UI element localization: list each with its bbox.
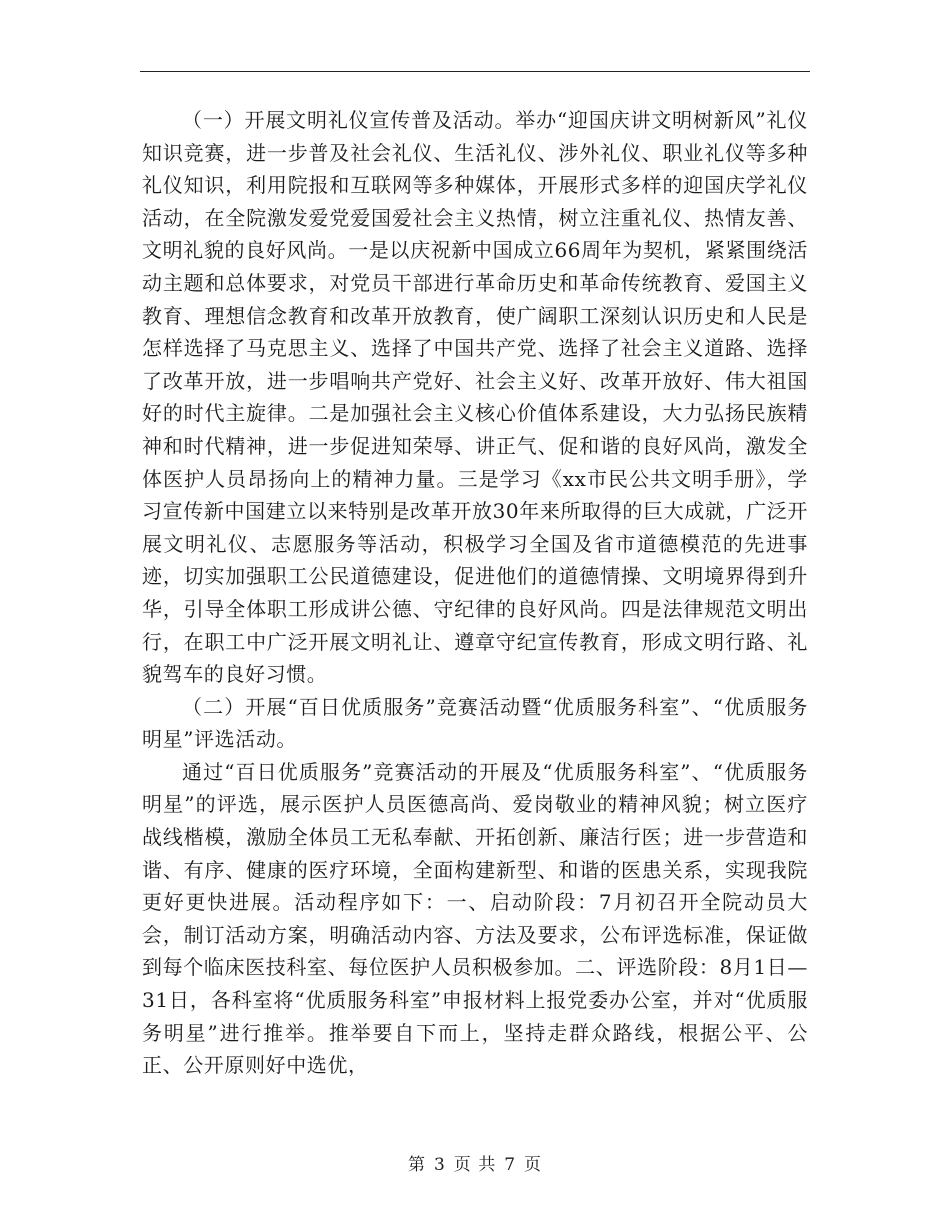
paragraph-service-competition-body: 通过“百日优质服务”竞赛活动的开展及“优质服务科室”、“优质服务明星”的评选，展示医护人员医德高尚、爱岗敬业的精神风貌；树立医疗战线楷模，激励全体员工无私奉献、开拓创新、廉洁行医；进一步营造和谐、有序、健康的医疗环境，全面构建新型、和谐的医患关系，实现我院更好更快进展。活动程序如下：一、启动阶段：7月初召开全院动员大会，制订活动方案，明确活动内容、方法及要求，公布评选标准，保证做到每个临床医技科室、每位医护人员积极参加。二、评选阶段：8月1日—31日，各科室将“优质服务科室”申报材料上报党委办公室，并对“优质服务明星”进行推举。推举要自下而上，坚持走群众路线，根据公平、公正、公开原则好中选优， xyxy=(142,759,808,1078)
footer-prefix: 第 xyxy=(407,1155,426,1175)
header-rule xyxy=(140,71,810,72)
page-total: 7 xyxy=(504,1155,517,1175)
footer-middle: 页 共 xyxy=(453,1155,497,1175)
document-body xyxy=(142,104,808,1082)
page-number: 3 xyxy=(433,1155,446,1175)
paragraph-service-competition-heading: （二）开展“百日优质服务”竞赛活动暨“优质服务科室”、“优质服务明星”评选活动。 xyxy=(142,694,808,752)
paragraph-civility-campaign: （一）开展文明礼仪宣传普及活动。举办“迎国庆讲文明树新风”礼仪知识竞赛，进一步普及社会礼仪、生活礼仪、涉外礼仪、职业礼仪等多种礼仪知识，利用院报和互联网等多种媒体，开展形式多样的迎国庆学礼仪活动，在全院激发爱党爱国爱社会主义热情，树立注重礼仪、热情友善、文明礼貌的良好风尚。一是以庆祝新中国成立66周年为契机，紧紧围绕活动主题和总体要求，对党员干部进行革命历史和革命传统教育、爱国主义教育、理想信念教育和改革开放教育，使广阔职工深刻认识历史和人民是怎样选择了马克思主义、选择了中国共产党、选择了社会主义道路、选择了改革开放，进一步唱响共产党好、社会主义好、改革开放好、伟大祖国好的时代主旋律。二是加强社会主义核心价值体系建设，大力弘扬民族精神和时代精神，进一步促进知荣辱、讲正气、促和谐的良好风尚，激发全体医护人员昂扬向上的精神力量。三是学习《xx市民公共文明手册》，学习宣传新中国建立以来特别是改革开放30年来所取得的巨大成就，广泛开展文明礼仪、志愿服务等活动，积极学习全国及省市道德模范的先进事迹，切实加强职工公民道德建设，促进他们的道德情操、文明境界得到升华，引导全体职工形成讲公德、守纪律的良好风尚。四是法律规范文明出行，在职工中广泛开展文明礼让、遵章守纪宣传教育，形成文明行路、礼貌驾车的良好习惯。 xyxy=(142,108,808,687)
page-footer xyxy=(0,1150,950,1175)
footer-suffix: 页 xyxy=(524,1155,543,1175)
